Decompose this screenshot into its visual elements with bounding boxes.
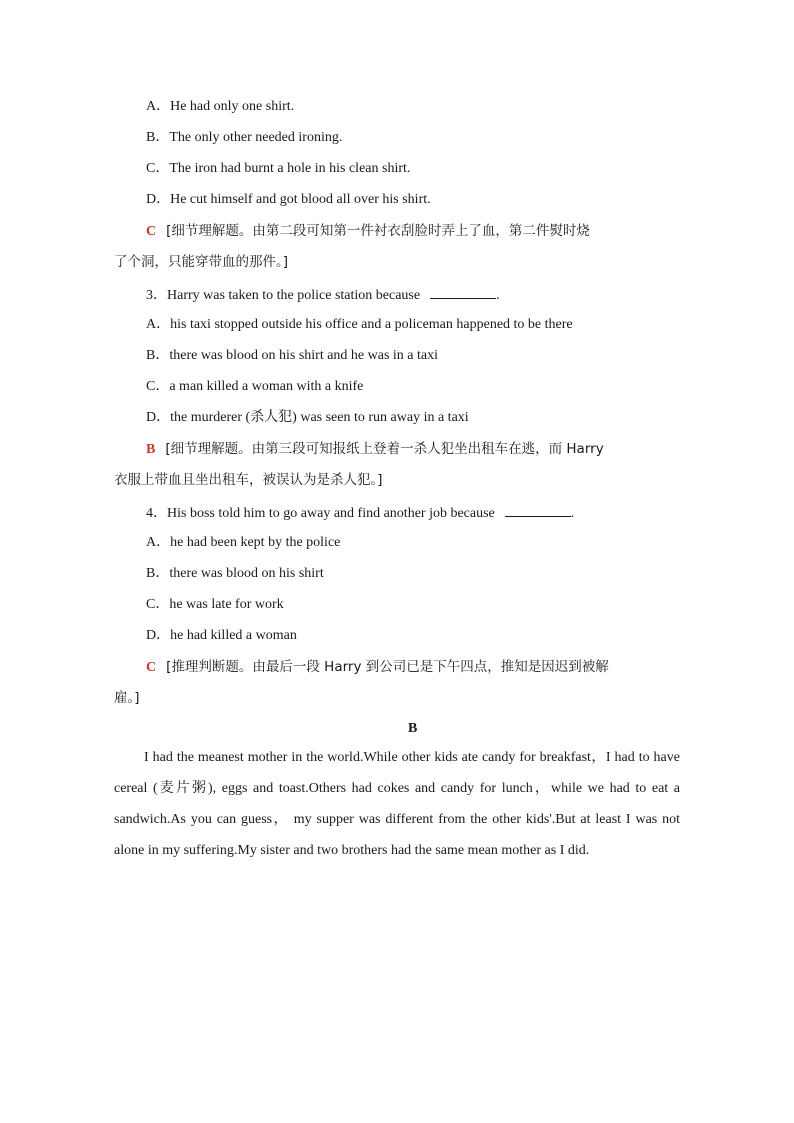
q3-option-b: B．there was blood on his shirt and he was in a taxi	[146, 348, 439, 363]
q3-explanation-line-2: 衣服上带血且坐出租车，被误认为是杀人犯。]	[114, 472, 383, 488]
q4-explanation-line-2: 雇。]	[114, 690, 140, 706]
q2-option-a: A．He had only one shirt.	[146, 99, 295, 114]
q4-option-d: D．he had killed a woman	[146, 628, 297, 643]
q2-option-b: B．The only other needed ironing.	[146, 130, 343, 145]
q3-option-d: D．the murderer (杀人犯) was seen to run away in a taxi	[146, 410, 469, 425]
q2-option-d: D．He cut himself and got blood all over his shirt.	[146, 192, 431, 207]
q4-stem-text: 4．His boss told him to go away and find another job because	[146, 506, 495, 521]
q3-stem: 3．Harry was taken to the police station because .	[146, 284, 500, 306]
q4-option-a: A．he had been kept by the police	[146, 535, 341, 550]
q3-answer-key: B	[146, 442, 156, 457]
q2-answer	[146, 221, 590, 242]
q2-answer-key: C	[146, 224, 157, 239]
section-heading: B	[408, 721, 418, 736]
q2-option-c: C．The iron had burnt a hole in his clean shirt.	[146, 161, 411, 176]
q4-option-b: B．there was blood on his shirt	[146, 566, 324, 581]
q3-option-c: C．a man killed a woman with a knife	[146, 379, 364, 394]
q3-stem-text: 3．Harry was taken to the police station because	[146, 288, 421, 303]
q4-explanation-line-1: [推理判断题。由最后一段 Harry 到公司已是下午四点，推知是因迟到被解	[166, 659, 609, 675]
q4-answer	[146, 657, 609, 678]
q2-explanation-line-1: [细节理解题。由第二段可知第一件衬衣刮脸时弄上了血，第二件熨时烧	[166, 223, 590, 239]
q2-explanation-line-2: 了个洞，只能穿带血的那件。]	[114, 254, 289, 270]
q3-explanation-line-1: [细节理解题。由第三段可知报纸上登着一杀人犯坐出租车在逃，而 Harry	[165, 441, 604, 457]
q4-answer-key: C	[146, 660, 157, 675]
section-b-paragraph: I had the meanest mother in the world.While other kids ate candy for breakfast，I had to have cereal (麦片粥), eggs and toast.Others had cokes and candy for lunch，while we had to eat a sandwich.As you can guess， my supper was different from the other kids'.But at least I was not alone in my suffering.My sister and two brothers had the same mean mother as I did.	[114, 750, 680, 858]
q3-answer	[146, 439, 604, 460]
q4-stem: 4．His boss told him to go away and find another job because .	[146, 502, 574, 524]
q3-answer-blank	[430, 284, 496, 299]
q3-option-a: A．his taxi stopped outside his office and a policeman happened to be there	[146, 317, 573, 332]
q4-option-c: C．he was late for work	[146, 597, 284, 612]
q4-answer-blank	[505, 502, 571, 517]
